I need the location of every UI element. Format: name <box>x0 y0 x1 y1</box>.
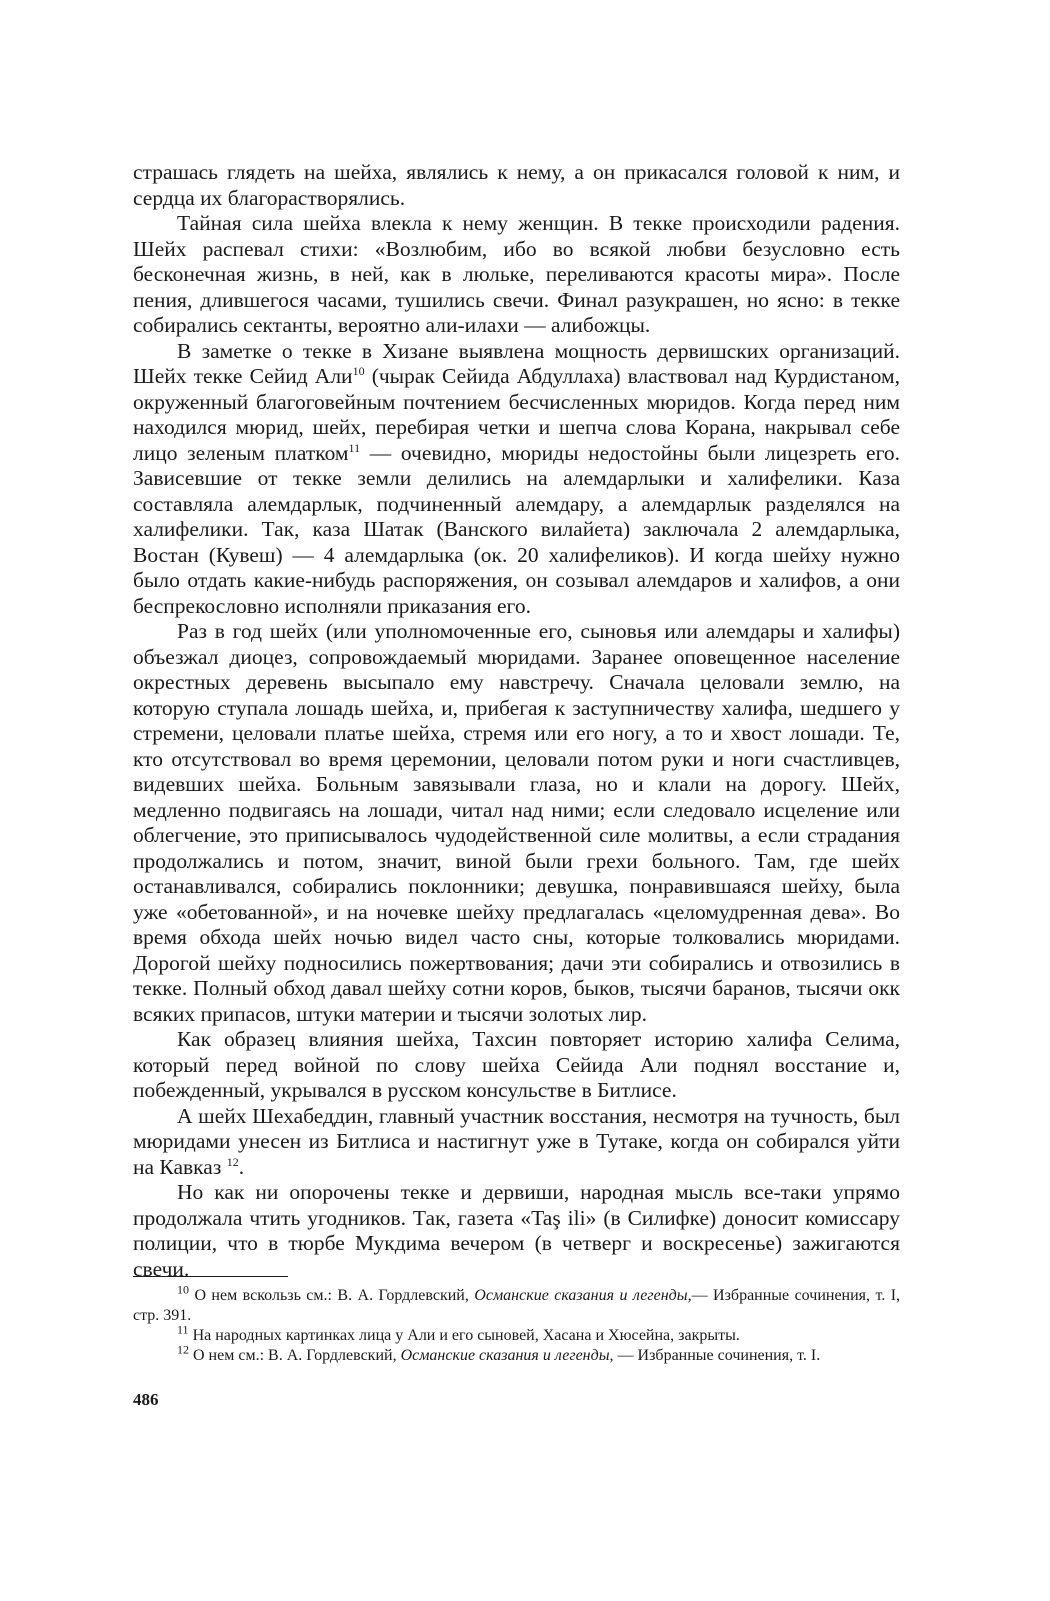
footnote-text: О нем см.: В. А. Гордлевский, <box>189 1347 401 1364</box>
paragraph <box>133 1104 900 1181</box>
paragraph: Раз в год шейх (или уполномоченные его, сыновья или алемдары и халифы) объезжал диоцез, сопровождаемый мюридами. Заранее оповещенное население окрестных деревень высыпало ему навстречу. Сначала целовали землю, на которую ступала лошадь шейха, и, прибегая к заступничеству халифа, шедшего у стремени, целовали платье шейха, стремя или его ногу, а то и хвост лошади. Те, кто отсутствовал во время церемонии, целовали потом руки и ноги счастливцев, видевших шейха. Больным завязывали глаза, но и клали на дорогу. Шейх, медленно подвигаясь на лошади, читал над ними; если следовало исцеление или облегчение, это приписывалось чудодейственной силе молитвы, а если страдания продолжались и потом, значит, виной были грехи больного. Там, где шейх останавливался, собирались поклонники; девушка, понравившаяся шейху, была уже «обетованной», и на ночевке шейху предлагалась «целомудренная дева». Во время обхода шейх ночью видел часто сны, которые толковались мюридами. Дорогой шейху подносились пожертвования; дачи эти собирались и отвозились в текке. Полный обход давал шейху сотни коров, быков, тысячи баранов, тысячи окк всяких припасов, штуки материи и тысячи золотых лир. <box>133 619 900 1026</box>
footnote-title: Османские сказания и легенды, <box>474 1287 692 1304</box>
paragraph-text: В заметке о текке в Хизане выявлена мощность дервишских организаций. Шейх текке Сейид Али <box>133 338 900 388</box>
footnote-text: На народных картинках лица у Али и его сыновей, Хасана и Хюсейна, закрыты. <box>188 1327 740 1344</box>
footnote-ref[interactable]: 12 <box>226 1154 239 1169</box>
paragraph: Тайная сила шейха влекла к нему женщин. В текке происходили радения. Шейх распевал стихи: «Возлюбим, ибо во всякой любви безусловно есть бесконечная жизнь, в ней, как в люльке, переливаются красоты мира». После пения, длившегося часами, тушились свечи. Финал разукрашен, но ясно: в текке собирались сектанты, вероятно али-илахи — алибожцы. <box>133 211 900 337</box>
footnote-number: 12 <box>177 1342 189 1357</box>
paragraph-text: — очевидно, мюриды недостойны были лицезреть его. Зависевшие от текке земли делились на алемдарлыки и халифелики. Каза составляла алемдарлык, подчиненный алемдару, а алемдарлык разделялся на халифелики. Так, каза Шатак (Ванского вилайета) заключала 2 алемдарлыка, Востан (Кувеш) — 4 алемдарлыка (ок. 20 халифеликов). И когда шейху нужно было отдать какие-нибудь распоряжения, он созывал алемдаров и халифов, а они беспрекословно исполняли приказания его. <box>133 440 900 618</box>
footnote-text: — Избранные сочинения, т. I. <box>613 1347 821 1364</box>
footnotes <box>133 1282 901 1366</box>
paragraph: Как образец влияния шейха, Тахсин повторяет историю халифа Селима, который перед войной по слову шейха Сейида Али поднял восстание и, побежденный, укрывался в русском консульстве в Битлисе. <box>133 1027 900 1102</box>
footnote <box>133 1322 900 1346</box>
paragraph: страшась глядеть на шейха, являлись к нему, а он прикасался головой к ним, и сердца их благорастворялись. <box>133 160 900 210</box>
footnote-title: Османские сказания и легенды, <box>400 1347 614 1364</box>
footnote-divider <box>133 1276 288 1277</box>
paragraph-text: . <box>238 1154 245 1179</box>
paragraph: Но как ни опорочены текке и дервиши, народная мысль все-таки упрямо продолжала чтить угодников. Так, газета «Taş ili» (в Силифке) доносит комиссару полиции, что в тюрбе Мукдима вечером (в четверг и воскресенье) зажигаются свечи. <box>133 1180 900 1281</box>
paragraph-text: (чырак Сейида Абдуллаха) властвовал над Курдистаном, окруженный благоговейным почтением бесчисленных мюридов. Когда перед ним находился мюрид, шейх, перебирая четки и шепча слова Корана, накрывал себе лицо зеленым платком <box>133 364 901 465</box>
footnote-text: — Избранные сочинения, т. I, стр. 391. <box>133 1287 901 1324</box>
main-text <box>133 160 900 1282</box>
footnote-text: О нем вскользь см.: В. А. Гордлевский, <box>189 1287 475 1304</box>
page-number: 486 <box>133 1390 159 1409</box>
footnote-ref[interactable]: 10 <box>352 363 365 378</box>
footnote-ref[interactable]: 11 <box>348 440 361 455</box>
footnote <box>133 1342 900 1366</box>
paragraph <box>133 339 900 620</box>
footnote-number: 11 <box>177 1322 189 1337</box>
footnote <box>133 1282 901 1326</box>
paragraph-text: А шейх Шехабеддин, главный участник восстания, несмотря на тучность, был мюридами унесен из Битлиса и настигнут уже в Тутаке, когда он собирался уйти на Кавказ <box>133 1103 900 1179</box>
footnote-number: 10 <box>177 1282 189 1297</box>
